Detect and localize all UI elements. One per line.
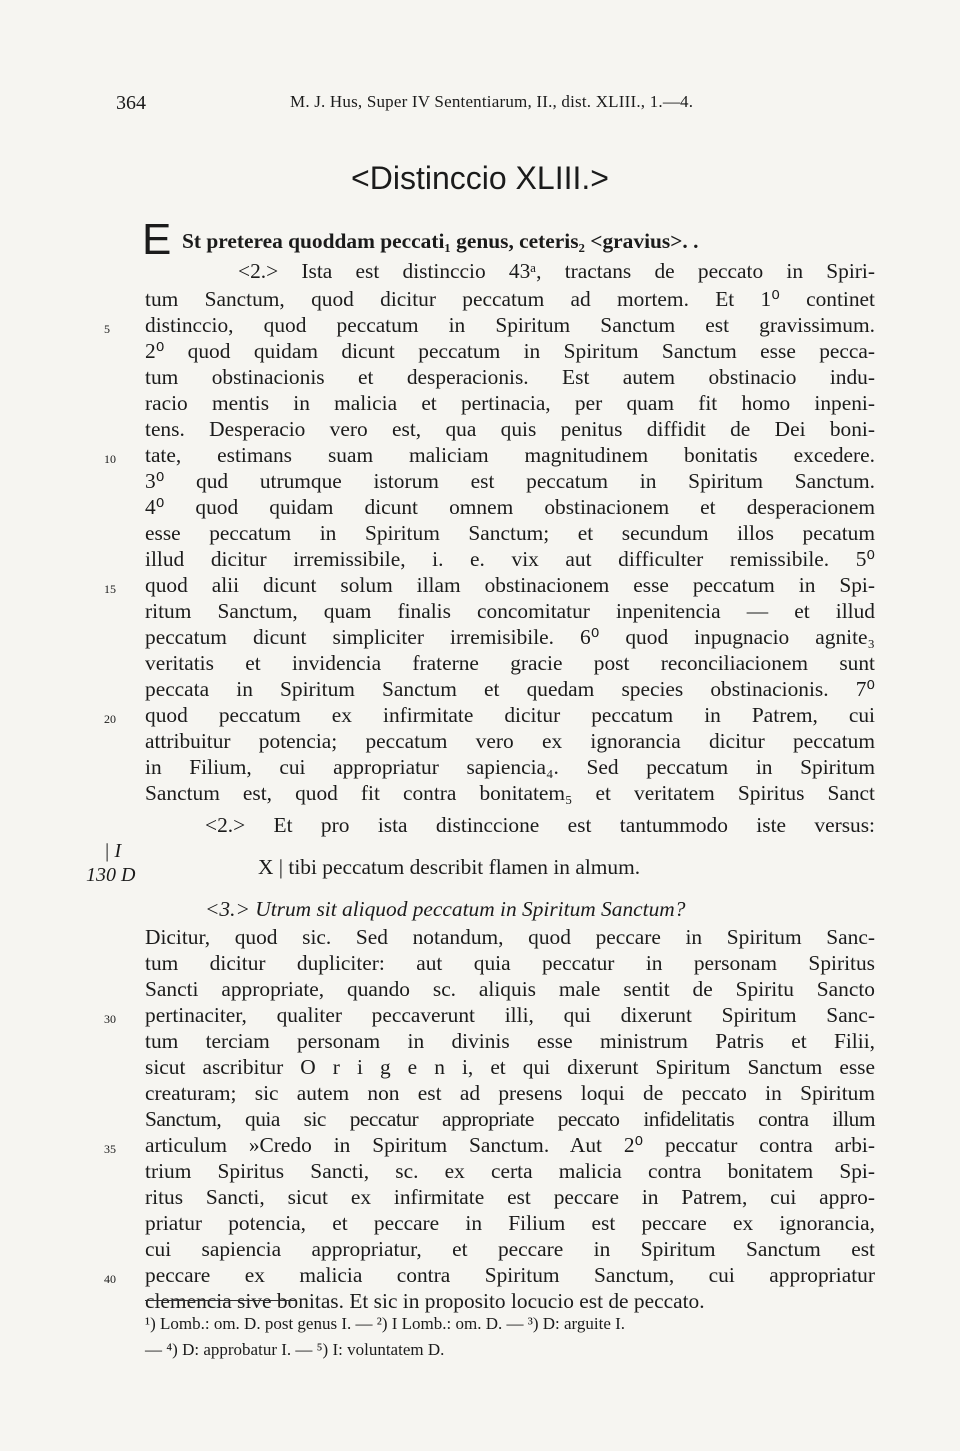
text-line: Dicitur, quod sic. Sed notandum, quod peccare in Spiritum Sanc- [145,925,875,949]
footnote-rule [145,1300,295,1301]
text-line: 4⁰ quod quidam dicunt omnem obstinacionem et desperacionem [145,495,875,519]
page-number: 364 [116,92,146,114]
text-line: ritum Sanctum, quam finalis concomitatur inpenitencia — et illud [145,599,875,623]
text-line: articulum »Credo in Spiritum Sanctum. Aut 2⁰ peccatur contra arbi- [145,1133,875,1157]
text-line: creaturam; sic autem non est ad presens loqui de peccato in Spiritum [145,1081,875,1105]
line-number: 5 [104,322,110,336]
text-line: illud dicitur irremissibile, i. e. vix aut difficulter remissibile. 5⁰ [145,547,875,571]
text-line: veritatis et invidencia fraterne gracie post reconciliacionem sunt [145,651,875,675]
line-number: 15 [104,582,116,596]
text-line: <2.> Ista est distinccio 43ᵃ, tractans de peccato in Spiri- [238,259,875,283]
text-line: ritus Sancti, sicut ex infirmitate est peccare in Patrem, cui appro- [145,1185,875,1209]
question-line: <3.> Utrum sit aliquod peccatum in Spiritum Sanctum? [205,897,686,921]
text-line: 2⁰ quod quidam dicunt peccatum in Spiritum Sanctum esse pecca- [145,339,875,363]
line-number: 40 [104,1272,116,1286]
text-line: Sanctum, quia sic peccatur appropriate peccato infidelitatis contra illum [145,1107,875,1131]
text-line: peccare ex malicia contra Spiritum Sanctum, cui appropriatur [145,1263,875,1287]
text-line: Sancti appropriate, quando sc. aliquis male sentit de Spiritu Sancto [145,977,875,1001]
line-number: 30 [104,1012,116,1026]
text-line: tum dicitur dupliciter: aut quia peccatur in personam Spiritus [145,951,875,975]
running-head: M. J. Hus, Super IV Sententiarum, II., dist. XLIII., 1.—4. [290,92,694,111]
text-line: St preterea quoddam peccati₁ genus, ceteris₂ <gravius>. . [182,229,699,253]
line-number: 35 [104,1142,116,1156]
text-line: priatur potencia, et peccare in Filium est peccare ex ignorancia, [145,1211,875,1235]
text-line: racio mentis in malicia et pertinacia, per quam fit homo inpeni- [145,391,875,415]
text-line: Sanctum est, quod fit contra bonitatem₅ et veritatem Spiritus Sanct [145,781,875,805]
text-line: 3⁰ qud utrumque istorum est peccatum in Spiritum Sanctum. [145,469,875,493]
text-line: tum Sanctum, quod dicitur peccatum ad mortem. Et 1⁰ continet [145,287,875,311]
text-line: distinccio, quod peccatum in Spiritum Sanctum est gravissimum. [145,313,875,337]
verse-line: X | tibi peccatum describit flamen in almum. [258,855,641,879]
margin-note: 130 D [86,864,136,886]
text-line: esse peccatum in Spiritum Sanctum; et secundum illos pecatum [145,521,875,545]
text-line: peccatum dicunt simpliciter irremisibile. 6⁰ quod inpugnacio agnite₃ [145,625,875,649]
line-number: 20 [104,712,116,726]
text-line: quod peccatum ex infirmitate dicitur peccatum in Patrem, cui [145,703,875,727]
text-line: sicut ascribitur O r i g e n i, et qui dixerunt Spiritum Sanctum esse [145,1055,875,1079]
line-number: 10 [104,452,116,466]
section-heading: <Distinccio XLIII.> [351,160,609,196]
text-line: tens. Desperacio vero est, qua quis penitus diffidit de Dei boni- [145,417,875,441]
drop-cap: E [142,215,172,264]
text-line: peccata in Spiritum Sanctum et quedam species obstinacionis. 7⁰ [145,677,875,701]
text-line: pertinaciter, qualiter peccaverunt illi, qui dixerunt Spiritum Sanc- [145,1003,875,1027]
footnote: ¹) Lomb.: om. D. post genus I. — ²) I Lomb.: om. D. — ³) D: arguite I. [145,1314,626,1333]
text-line: trium Spiritus Sancti, sc. ex certa malicia contra bonitatem Spi- [145,1159,875,1183]
text-line: clemencia sive bonitas. Et sic in proposito locucio est de peccato. [145,1289,705,1313]
text-line: <2.> Et pro ista distinccione est tantummodo iste versus: [205,813,875,837]
text-line: tate, estimans suam maliciam magnitudinem bonitatis excedere. [145,443,875,467]
text-line: cui sapiencia appropriatur, et peccare in Spiritum Sanctum est [145,1237,875,1261]
text-line: tum obstinacionis et desperacionis. Est autem obstinacio indu- [145,365,875,389]
text-line: in Filium, cui appropriatur sapiencia₄. Sed peccatum in Spiritum [145,755,875,779]
margin-note: | I [104,840,122,862]
text-line: quod alii dicunt solum illam obstinacionem esse peccatum in Spi- [145,573,875,597]
text-line: attribuitur potencia; peccatum vero ex ignorancia dicitur peccatum [145,729,875,753]
footnote: — ⁴) D: approbatur I. — ⁵) I: voluntatem D. [145,1340,445,1359]
text-line: tum terciam personam in divinis esse ministrum Patris et Filii, [145,1029,875,1053]
